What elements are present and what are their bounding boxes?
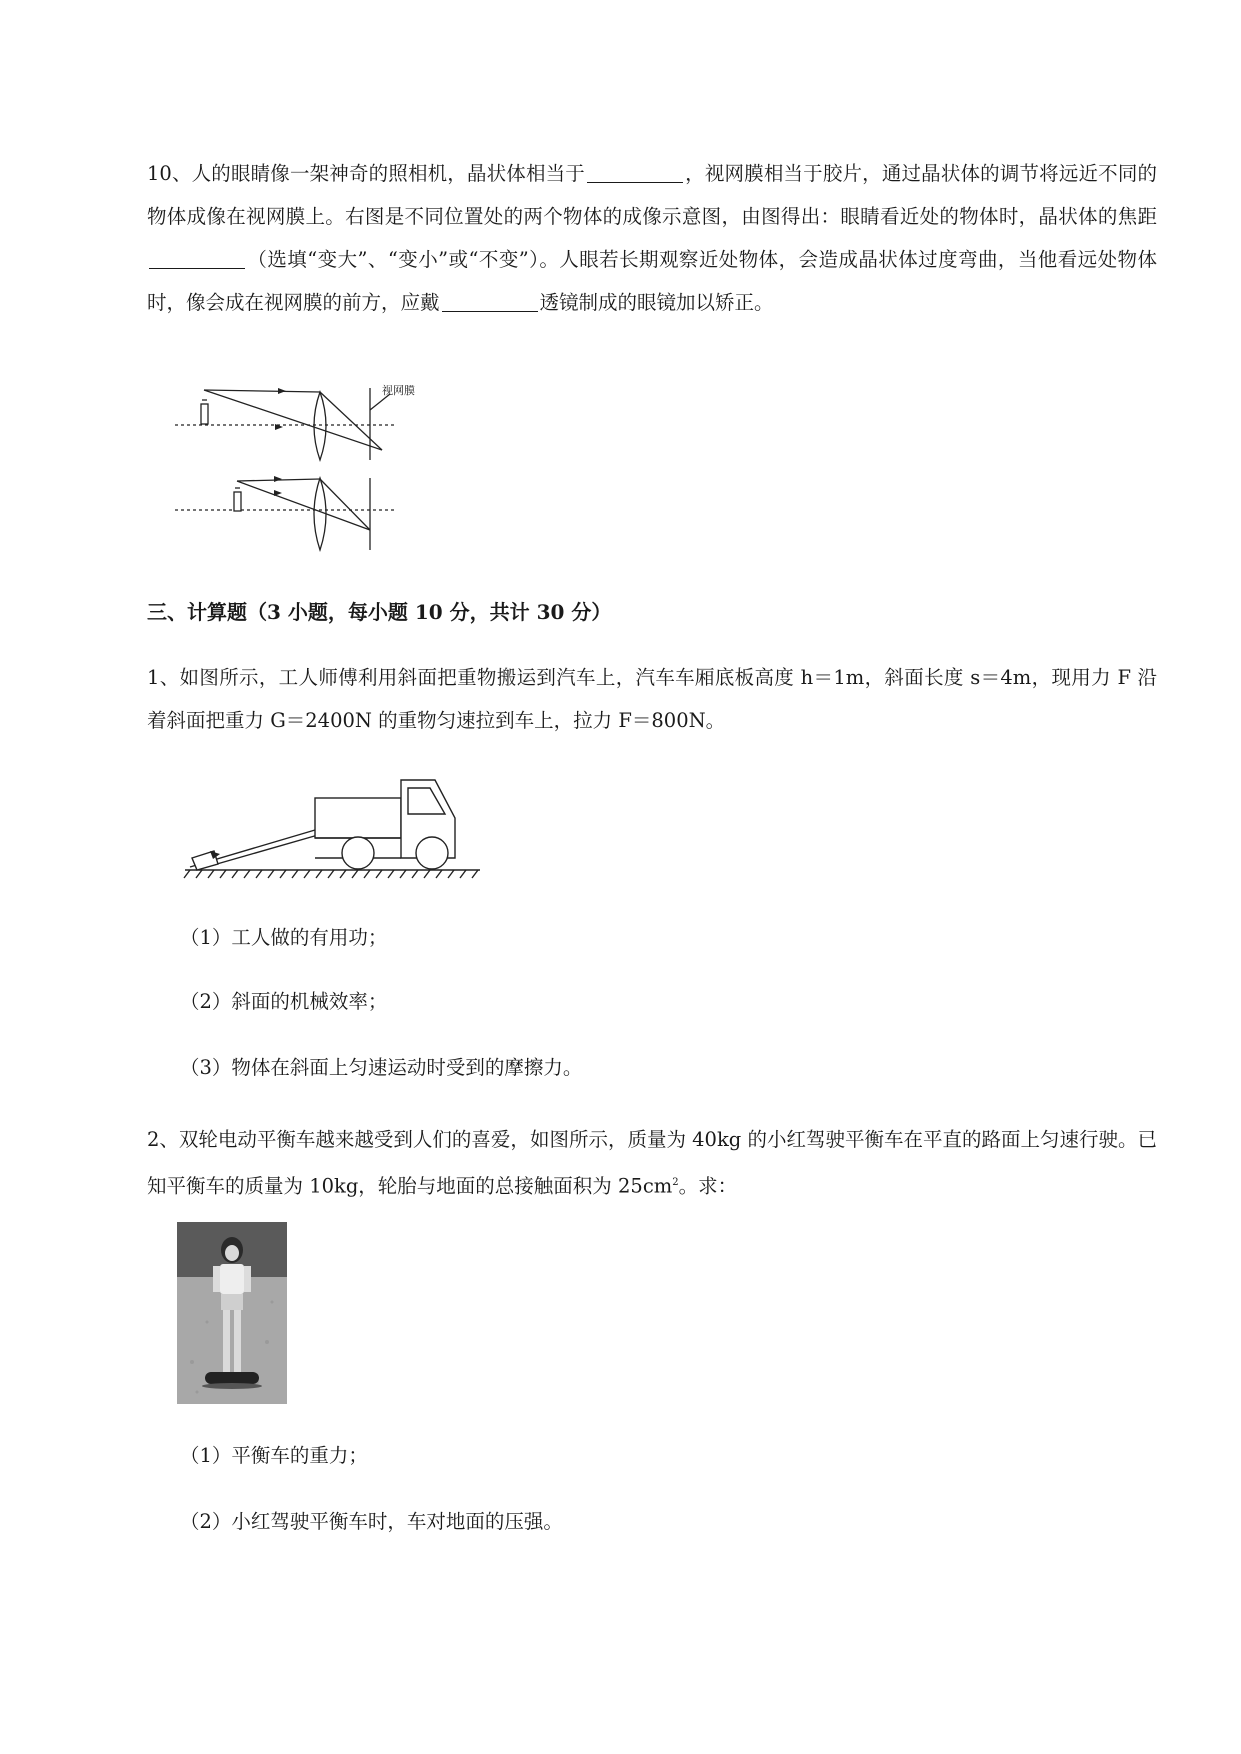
question-calc-1: 1、如图所示，工人师傅利用斜面把重物搬运到汽车上，汽车车厢底板高度 h＝1m，斜面长度 s＝4m，现用力 F 沿着斜面把重力 G＝2400N 的重物匀速拉到车上，拉力 F＝800N。: [147, 666, 1157, 732]
q10-text-3: （选填“变大”、“变小”或“不变”）。人眼若长期观察近处物体，会造成晶状体过度弯曲，当他看远处物体时，像会成在视网膜的前方，应戴: [147, 248, 1157, 314]
calc1-sub-1: （1）工人做的有用功；: [180, 926, 388, 949]
answer-blank-1[interactable]: [587, 160, 683, 183]
eye-lens-diagram: [170, 380, 430, 560]
calc1-sub-2: （2）斜面的机械效率；: [180, 990, 388, 1013]
truck-ramp-diagram: [180, 770, 485, 885]
answer-blank-3[interactable]: [442, 289, 538, 312]
q10-text-2: ，视网膜相当于胶片，通过晶状体的调节将远近不同的物体成像在视网膜上。右图是不同位置处的两个物体的成像示意图，由图得出：眼睛看近处的物体时，晶状体的焦距: [147, 162, 1157, 228]
balance-scooter-photo: [177, 1222, 287, 1404]
section-title: 三、计算题（3 小题，每小题 10 分，共计 30 分）: [147, 600, 612, 624]
calc2-sub-2: （2）小红驾驶平衡车时，车对地面的压强。: [180, 1510, 563, 1533]
calc2-sub-1: （1）平衡车的重力；: [180, 1444, 368, 1467]
calc2-text-end: 。求：: [678, 1174, 738, 1198]
answer-blank-2[interactable]: [149, 246, 245, 269]
calc1-sub-3: （3）物体在斜面上匀速运动时受到的摩擦力。: [180, 1056, 583, 1079]
area-unit-superscript: 2: [672, 1177, 679, 1188]
calc2-text: 2、双轮电动平衡车越来越受到人们的喜爱，如图所示，质量为 40kg 的小红驾驶平衡车在平直的路面上匀速行驶。已知平衡车的质量为 10kg，轮胎与地面的总接触面积为 25cm: [147, 1128, 1157, 1198]
question-10: [147, 152, 1157, 324]
q10-text-1: 10、人的眼睛像一架神奇的照相机，晶状体相当于: [147, 162, 585, 185]
retina-label: 视网膜: [382, 384, 415, 397]
q10-text-4: 透镜制成的眼镜加以矫正。: [539, 291, 774, 314]
question-calc-2: [147, 1118, 1157, 1208]
